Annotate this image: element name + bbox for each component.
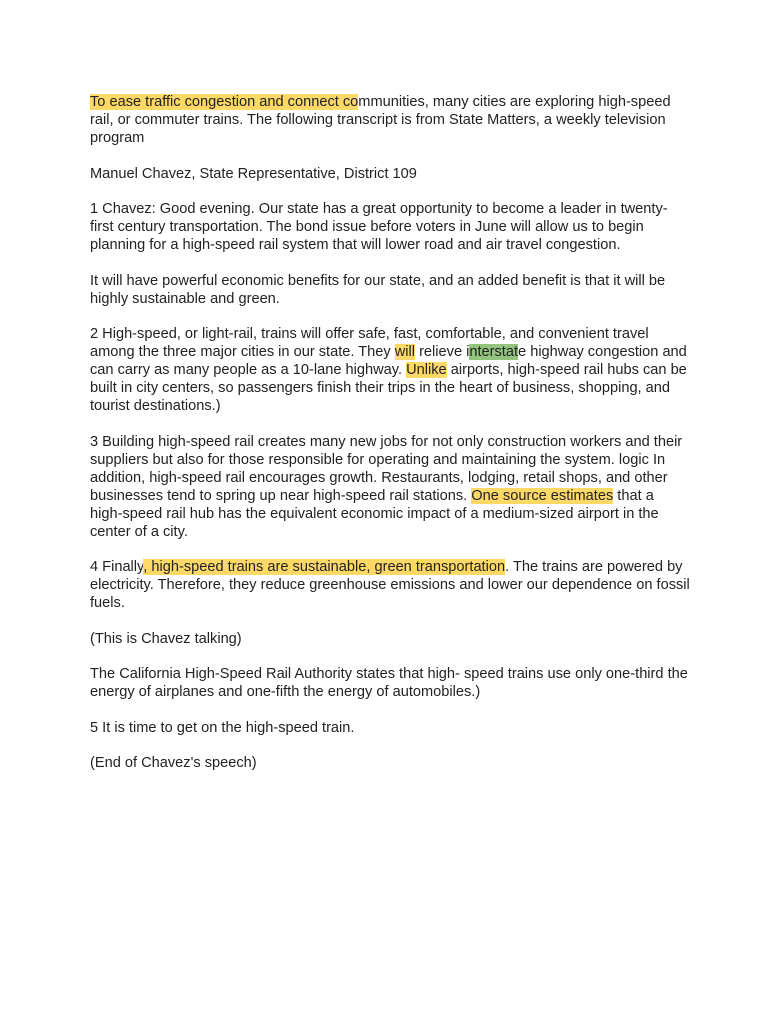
speaker-byline [90, 165, 690, 183]
text-run: It will have powerful economic benefits for our state, and an added benefit is that it will be highly sustainable and green. [90, 272, 666, 307]
intro-paragraph [90, 93, 690, 147]
speech-paragraph-3 [90, 433, 690, 541]
speech-paragraph-2 [90, 325, 690, 415]
text-run: The California High-Speed Rail Authority states that high- speed trains use only one-third the energy of airplanes and one-fifth the energy of automobiles.) [90, 666, 688, 700]
text-run: e highway congestion and can carry as many people as a 10-lane highway. [90, 344, 687, 378]
closing-note [90, 754, 690, 772]
speech-paragraph-5 [90, 719, 690, 737]
text-run: relieve i [415, 344, 470, 360]
text-run: (This is Chavez talking) [90, 630, 242, 647]
text-run: 1 Chavez: Good evening. Our state has a great opportunity to become a leader in twenty-first century transportation. The bond issue before voters in June will allow us to begin planning for a high-speed rail system that will lower road and air travel congestion. [90, 201, 668, 253]
highlighted-text-yellow: Unlike [406, 362, 447, 378]
text-run: Manuel Chavez, State Representative, District 109 [90, 165, 417, 182]
text-run: . The trains are powered by electricity. Therefore, they reduce greenhouse emissions and lower our dependence on fossil fuels. [90, 559, 690, 611]
text-run: (End of Chavez's speech) [90, 755, 257, 771]
highlighted-text-yellow: To ease traffic congestion and connect co [90, 94, 359, 110]
document-page [90, 93, 690, 790]
quote-paragraph [90, 665, 690, 701]
text-run: 3 Building high-speed rail creates many new jobs for not only construction workers and their suppliers but also for those responsible for operating and maintaining the system. logic In addition, high-speed rail encourages growth. Restaurants, lodging, retail shops, and other businesses tend to spring up near high-speed rail stations. [90, 433, 683, 504]
speech-paragraph-1b [90, 272, 690, 308]
speaker-note [90, 630, 690, 648]
text-run: 2 High-speed, or light-rail, trains will offer safe, fast, comfortable, and convenient travel among the three major cities in our state. They [90, 326, 649, 360]
text-run: 4 Finally [90, 559, 144, 575]
highlighted-text-yellow: , high-speed trains are sustainable, green transportation [143, 559, 506, 575]
highlighted-text-yellow: will [394, 344, 416, 360]
text-run: mmunities, many cities are exploring high-speed rail, or commuter trains. The following transcript is from State Matters, a weekly television program [90, 94, 671, 146]
speech-paragraph-1 [90, 200, 690, 254]
text-run: 5 It is time to get on the high-speed train. [90, 719, 355, 736]
text-run: that a high-speed rail hub has the equivalent economic impact of a medium-sized airport in the center of a city. [90, 487, 659, 540]
speech-paragraph-4 [90, 558, 690, 612]
highlighted-text-green: nterstat [469, 344, 519, 360]
text-run: airports, high-speed rail hubs can be built in city centers, so passengers finish their trips in the heart of business, shopping, and tourist destinations.) [90, 362, 687, 414]
highlighted-text-yellow: One source estimates [471, 487, 614, 504]
